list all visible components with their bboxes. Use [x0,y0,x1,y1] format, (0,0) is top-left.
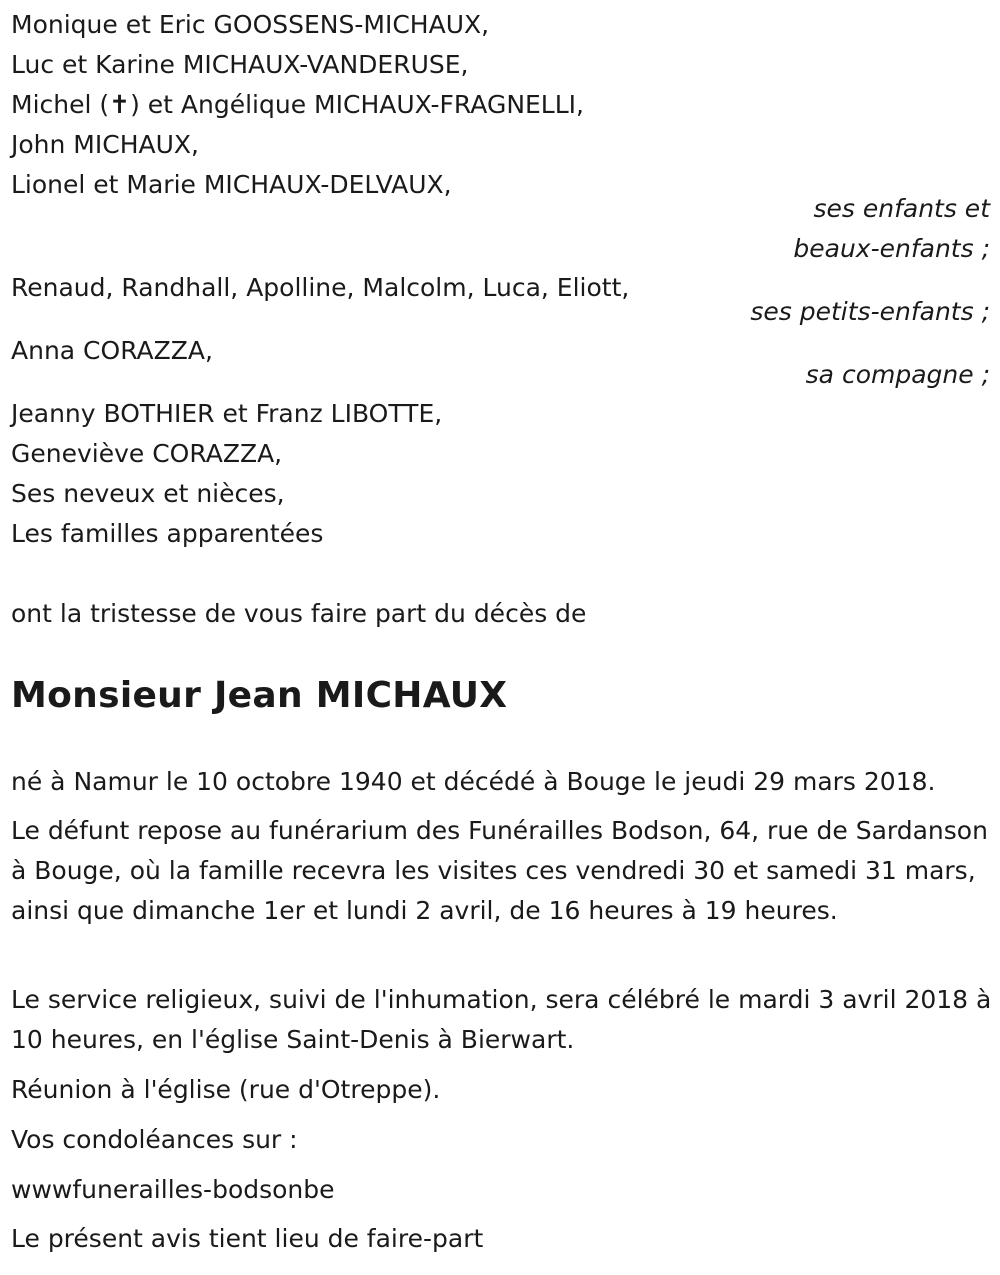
relative-line: Jeanny BOTHIER et Franz LIBOTTE, [11,399,443,428]
announcement-text: ont la tristesse de vous faire part du décès de [11,599,587,628]
visitation-text: Le défunt repose au funérarium des Funérailles Bodson, 64, rue de Sardanson à Bouge, où la famille recevra les visites ces vendredi 30 et samedi 31 mars, ainsi que dimanche 1er et lundi 2 avril, de 16 heures à 19 heures. [11,816,988,925]
grandchildren-role-label: ses petits-enfants ; [750,297,990,326]
condolences-website: wwwfunerailles-bodsonbe [11,1175,335,1204]
deceased-name-heading: Monsieur Jean MICHAUX [11,675,508,716]
child-name-line: Monique et Eric GOOSSENS-MICHAUX, [11,10,490,39]
companion-name: Anna CORAZZA, [11,336,213,365]
child-name-line: Michel (✝) et Angélique MICHAUX-FRAGNELLI, [11,90,584,119]
children-role-label: beaux-enfants ; [793,234,990,263]
relative-line: Les familles apparentées [11,519,324,548]
children-role-label: ses enfants et [813,194,990,223]
birth-death-text: né à Namur le 10 octobre 1940 et décédé à Bouge le jeudi 29 mars 2018. [11,767,936,796]
child-name-line: John MICHAUX, [11,130,199,159]
companion-role-label: sa compagne ; [805,360,990,389]
child-name-line: Luc et Karine MICHAUX-VANDERUSE, [11,50,469,79]
closing-text: Le présent avis tient lieu de faire-part [11,1224,484,1253]
grandchildren-names: Renaud, Randhall, Apolline, Malcolm, Luca, Eliott, [11,273,630,302]
meeting-text: Réunion à l'église (rue d'Otreppe). [11,1075,441,1104]
relative-line: Ses neveux et nièces, [11,479,285,508]
condolences-label: Vos condoléances sur : [11,1125,298,1154]
relative-line: Geneviève CORAZZA, [11,439,283,468]
child-name-line: Lionel et Marie MICHAUX-DELVAUX, [11,170,452,199]
service-text: Le service religieux, suivi de l'inhumation, sera célébré le mardi 3 avril 2018 à 10 heures, en l'église Saint-Denis à Bierwart. [11,985,992,1054]
